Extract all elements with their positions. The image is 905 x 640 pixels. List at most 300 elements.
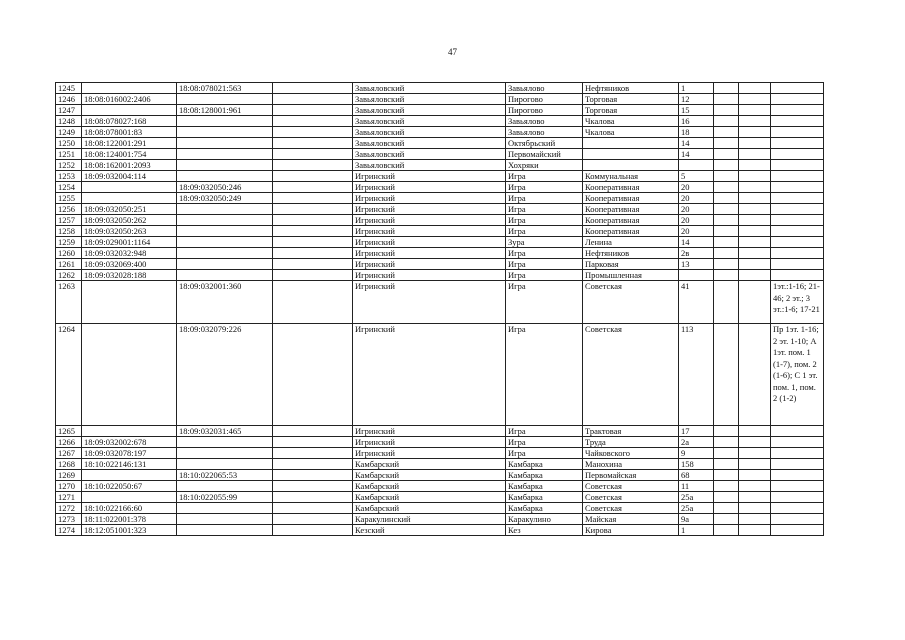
district-cell: Игринский: [353, 426, 506, 437]
house-number-cell: 158: [679, 459, 714, 470]
district-cell: Игринский: [353, 248, 506, 259]
extra-cell: [714, 437, 739, 448]
district-cell: Игринский: [353, 324, 506, 426]
extra-cell: [739, 226, 771, 237]
house-number-cell: 20: [679, 182, 714, 193]
district-cell: Игринский: [353, 215, 506, 226]
premises-cell: [771, 470, 824, 481]
extra-cell: [739, 116, 771, 127]
cadastral-number-alt-cell: [177, 204, 273, 215]
house-number-cell: 1: [679, 525, 714, 536]
blank-cell: [273, 426, 353, 437]
street-cell: Нефтяников: [583, 248, 679, 259]
blank-cell: [273, 193, 353, 204]
cadastral-number-alt-cell: [177, 171, 273, 182]
cadastral-number-alt-cell: [177, 514, 273, 525]
cadastral-number-alt-cell: [177, 459, 273, 470]
extra-cell: [739, 237, 771, 248]
district-cell: Игринский: [353, 204, 506, 215]
blank-cell: [273, 116, 353, 127]
table-row: [56, 259, 824, 270]
cadastral-number-alt-cell: [177, 259, 273, 270]
premises-cell: [771, 182, 824, 193]
cadastral-number-alt-cell: [177, 525, 273, 536]
district-cell: Игринский: [353, 437, 506, 448]
settlement-cell: Игра: [506, 281, 583, 324]
blank-cell: [273, 525, 353, 536]
cadastral-number-cell: [82, 492, 177, 503]
premises-cell: [771, 237, 824, 248]
table-row: [56, 182, 824, 193]
street-cell: Советская: [583, 281, 679, 324]
premises-cell: [771, 160, 824, 171]
premises-cell: [771, 248, 824, 259]
settlement-cell: Камбарка: [506, 481, 583, 492]
cadastral-number-cell: 18:09:029001:1164: [82, 237, 177, 248]
row-number-cell: 1260: [56, 248, 82, 259]
extra-cell: [739, 105, 771, 116]
street-cell: Кооперативная: [583, 226, 679, 237]
extra-cell: [714, 105, 739, 116]
house-number-cell: 5: [679, 171, 714, 182]
table-row: [56, 470, 824, 481]
street-cell: Промышленная: [583, 270, 679, 281]
extra-cell: [714, 149, 739, 160]
extra-cell: [714, 204, 739, 215]
house-number-cell: 113: [679, 324, 714, 426]
house-number-cell: 11: [679, 481, 714, 492]
extra-cell: [739, 138, 771, 149]
premises-cell: [771, 481, 824, 492]
blank-cell: [273, 259, 353, 270]
extra-cell: [714, 138, 739, 149]
house-number-cell: 20: [679, 226, 714, 237]
table-row: [56, 116, 824, 127]
premises-cell: [771, 215, 824, 226]
settlement-cell: Игра: [506, 259, 583, 270]
row-number-cell: 1269: [56, 470, 82, 481]
cadastral-number-cell: 18:09:032050:262: [82, 215, 177, 226]
premises-cell: [771, 437, 824, 448]
table-row: [56, 324, 824, 426]
table-row: [56, 193, 824, 204]
street-cell: Нефтяников: [583, 83, 679, 94]
extra-cell: [714, 226, 739, 237]
table-row: [56, 226, 824, 237]
cadastral-number-alt-cell: 18:08:078021:563: [177, 83, 273, 94]
settlement-cell: Кез: [506, 525, 583, 536]
blank-cell: [273, 459, 353, 470]
house-number-cell: 20: [679, 204, 714, 215]
settlement-cell: Игра: [506, 226, 583, 237]
district-cell: Каракулинский: [353, 514, 506, 525]
street-cell: Чкалова: [583, 127, 679, 138]
street-cell: Манохина: [583, 459, 679, 470]
extra-cell: [739, 94, 771, 105]
row-number-cell: 1274: [56, 525, 82, 536]
table-row: [56, 448, 824, 459]
cadastral-number-alt-cell: [177, 503, 273, 514]
extra-cell: [739, 448, 771, 459]
table-row: [56, 525, 824, 536]
cadastral-number-alt-cell: 18:09:032050:246: [177, 182, 273, 193]
settlement-cell: Игра: [506, 204, 583, 215]
blank-cell: [273, 83, 353, 94]
cadastral-number-cell: 18:12:051001:323: [82, 525, 177, 536]
cadastral-number-alt-cell: 18:10:022055:99: [177, 492, 273, 503]
blank-cell: [273, 248, 353, 259]
extra-cell: [714, 193, 739, 204]
cadastral-number-cell: [82, 324, 177, 426]
settlement-cell: Пирогово: [506, 94, 583, 105]
extra-cell: [739, 470, 771, 481]
house-number-cell: 17: [679, 426, 714, 437]
cadastral-number-cell: [82, 470, 177, 481]
street-cell: Ленина: [583, 237, 679, 248]
street-cell: Трактовая: [583, 426, 679, 437]
registry-rows: [56, 83, 824, 536]
cadastral-number-alt-cell: [177, 248, 273, 259]
extra-cell: [714, 171, 739, 182]
blank-cell: [273, 281, 353, 324]
house-number-cell: 2а: [679, 437, 714, 448]
row-number-cell: 1268: [56, 459, 82, 470]
district-cell: Игринский: [353, 226, 506, 237]
district-cell: Завьяловский: [353, 116, 506, 127]
table-row: [56, 492, 824, 503]
cadastral-number-alt-cell: [177, 237, 273, 248]
blank-cell: [273, 481, 353, 492]
row-number-cell: 1261: [56, 259, 82, 270]
blank-cell: [273, 324, 353, 426]
row-number-cell: 1267: [56, 448, 82, 459]
table-row: [56, 83, 824, 94]
blank-cell: [273, 171, 353, 182]
district-cell: Завьяловский: [353, 149, 506, 160]
district-cell: Кезский: [353, 525, 506, 536]
district-cell: Завьяловский: [353, 160, 506, 171]
extra-cell: [714, 259, 739, 270]
street-cell: Торговая: [583, 105, 679, 116]
house-number-cell: 14: [679, 149, 714, 160]
row-number-cell: 1265: [56, 426, 82, 437]
settlement-cell: Игра: [506, 437, 583, 448]
row-number-cell: 1266: [56, 437, 82, 448]
house-number-cell: 25а: [679, 503, 714, 514]
table-row: [56, 459, 824, 470]
cadastral-number-cell: [82, 426, 177, 437]
premises-cell: [771, 492, 824, 503]
street-cell: Советская: [583, 324, 679, 426]
premises-cell: [771, 83, 824, 94]
cadastral-number-cell: 18:09:032004:114: [82, 171, 177, 182]
row-number-cell: 1263: [56, 281, 82, 324]
district-cell: Игринский: [353, 237, 506, 248]
settlement-cell: Камбарка: [506, 503, 583, 514]
row-number-cell: 1262: [56, 270, 82, 281]
house-number-cell: [679, 270, 714, 281]
settlement-cell: Игра: [506, 182, 583, 193]
extra-cell: [739, 204, 771, 215]
house-number-cell: 25а: [679, 492, 714, 503]
blank-cell: [273, 470, 353, 481]
district-cell: Камбарский: [353, 459, 506, 470]
extra-cell: [739, 426, 771, 437]
cadastral-number-alt-cell: [177, 215, 273, 226]
row-number-cell: 1259: [56, 237, 82, 248]
premises-cell: [771, 226, 824, 237]
extra-cell: [739, 270, 771, 281]
extra-cell: [739, 459, 771, 470]
extra-cell: [714, 116, 739, 127]
cadastral-number-alt-cell: 18:09:032079:226: [177, 324, 273, 426]
table-row: [56, 481, 824, 492]
district-cell: Игринский: [353, 193, 506, 204]
cadastral-number-cell: 18:10:022050:67: [82, 481, 177, 492]
row-number-cell: 1252: [56, 160, 82, 171]
extra-cell: [714, 127, 739, 138]
cadastral-number-cell: 18:09:032069:400: [82, 259, 177, 270]
cadastral-number-alt-cell: 18:09:032031:465: [177, 426, 273, 437]
street-cell: [583, 138, 679, 149]
premises-cell: 1эт.:1-16; 21-46; 2 эт.; 3 эт.:1-6; 17-21: [771, 281, 824, 324]
blank-cell: [273, 160, 353, 171]
extra-cell: [739, 248, 771, 259]
premises-cell: [771, 149, 824, 160]
premises-cell: [771, 94, 824, 105]
street-cell: Кооперативная: [583, 215, 679, 226]
cadastral-number-cell: 18:09:032032:948: [82, 248, 177, 259]
blank-cell: [273, 94, 353, 105]
house-number-cell: 2в: [679, 248, 714, 259]
extra-cell: [714, 281, 739, 324]
cadastral-number-cell: 18:08:016002:2406: [82, 94, 177, 105]
street-cell: Кооперативная: [583, 204, 679, 215]
premises-cell: [771, 138, 824, 149]
cadastral-number-cell: 18:08:162001:2093: [82, 160, 177, 171]
settlement-cell: Игра: [506, 193, 583, 204]
premises-cell: [771, 193, 824, 204]
extra-cell: [714, 182, 739, 193]
blank-cell: [273, 105, 353, 116]
cadastral-number-cell: [82, 193, 177, 204]
premises-cell: [771, 514, 824, 525]
extra-cell: [739, 83, 771, 94]
extra-cell: [714, 270, 739, 281]
settlement-cell: Завьялово: [506, 127, 583, 138]
cadastral-number-cell: [82, 105, 177, 116]
extra-cell: [714, 83, 739, 94]
district-cell: Завьяловский: [353, 83, 506, 94]
premises-cell: [771, 448, 824, 459]
premises-cell: [771, 116, 824, 127]
district-cell: Игринский: [353, 171, 506, 182]
settlement-cell: Пирогово: [506, 105, 583, 116]
settlement-cell: Хохряки: [506, 160, 583, 171]
row-number-cell: 1248: [56, 116, 82, 127]
cadastral-number-alt-cell: [177, 448, 273, 459]
extra-cell: [714, 514, 739, 525]
cadastral-number-cell: 18:09:032028:188: [82, 270, 177, 281]
settlement-cell: Камбарка: [506, 492, 583, 503]
table-row: [56, 160, 824, 171]
cadastral-number-alt-cell: [177, 127, 273, 138]
street-cell: Парковая: [583, 259, 679, 270]
house-number-cell: 14: [679, 138, 714, 149]
extra-cell: [714, 492, 739, 503]
cadastral-number-cell: 18:08:078001:83: [82, 127, 177, 138]
cadastral-number-alt-cell: 18:09:032050:249: [177, 193, 273, 204]
extra-cell: [739, 503, 771, 514]
street-cell: Кооперативная: [583, 193, 679, 204]
street-cell: Советская: [583, 481, 679, 492]
blank-cell: [273, 138, 353, 149]
district-cell: Игринский: [353, 182, 506, 193]
extra-cell: [714, 481, 739, 492]
blank-cell: [273, 448, 353, 459]
blank-cell: [273, 270, 353, 281]
table-row: [56, 215, 824, 226]
cadastral-number-cell: 18:10:022166:60: [82, 503, 177, 514]
row-number-cell: 1245: [56, 83, 82, 94]
cadastral-number-alt-cell: [177, 116, 273, 127]
settlement-cell: Игра: [506, 426, 583, 437]
house-number-cell: 16: [679, 116, 714, 127]
cadastral-number-cell: [82, 83, 177, 94]
street-cell: Чкалова: [583, 116, 679, 127]
extra-cell: [739, 182, 771, 193]
street-cell: [583, 160, 679, 171]
house-number-cell: [679, 160, 714, 171]
extra-cell: [714, 215, 739, 226]
extra-cell: [714, 459, 739, 470]
row-number-cell: 1270: [56, 481, 82, 492]
blank-cell: [273, 182, 353, 193]
premises-cell: [771, 459, 824, 470]
extra-cell: [739, 481, 771, 492]
cadastral-number-alt-cell: [177, 160, 273, 171]
extra-cell: [739, 324, 771, 426]
house-number-cell: 20: [679, 193, 714, 204]
premises-cell: [771, 270, 824, 281]
settlement-cell: Завьялово: [506, 83, 583, 94]
street-cell: [583, 149, 679, 160]
registry-table: [55, 82, 824, 536]
row-number-cell: 1246: [56, 94, 82, 105]
table-row: [56, 281, 824, 324]
settlement-cell: Игра: [506, 248, 583, 259]
street-cell: Чайковского: [583, 448, 679, 459]
house-number-cell: 20: [679, 215, 714, 226]
district-cell: Камбарский: [353, 470, 506, 481]
district-cell: Камбарский: [353, 481, 506, 492]
extra-cell: [739, 492, 771, 503]
extra-cell: [714, 94, 739, 105]
cadastral-number-cell: 18:09:032050:263: [82, 226, 177, 237]
cadastral-number-cell: [82, 182, 177, 193]
settlement-cell: Игра: [506, 215, 583, 226]
row-number-cell: 1272: [56, 503, 82, 514]
street-cell: Советская: [583, 492, 679, 503]
settlement-cell: Октябрьский: [506, 138, 583, 149]
blank-cell: [273, 215, 353, 226]
extra-cell: [739, 437, 771, 448]
blank-cell: [273, 127, 353, 138]
premises-cell: Пр 1эт. 1-16; 2 эт. 1-10; А 1эт. пом. 1 (1-7), пом. 2 (1-6); С 1 эт. пом. 1, пом. 2 (1-2): [771, 324, 824, 426]
blank-cell: [273, 437, 353, 448]
page-number: 47: [448, 47, 457, 57]
cadastral-number-alt-cell: [177, 437, 273, 448]
district-cell: Завьяловский: [353, 138, 506, 149]
extra-cell: [739, 193, 771, 204]
row-number-cell: 1256: [56, 204, 82, 215]
cadastral-number-cell: 18:08:078027:168: [82, 116, 177, 127]
district-cell: Игринский: [353, 281, 506, 324]
house-number-cell: 13: [679, 259, 714, 270]
street-cell: Труда: [583, 437, 679, 448]
cadastral-number-cell: [82, 281, 177, 324]
street-cell: Коммунальная: [583, 171, 679, 182]
house-number-cell: 9а: [679, 514, 714, 525]
settlement-cell: Первомайский: [506, 149, 583, 160]
premises-cell: [771, 127, 824, 138]
house-number-cell: 18: [679, 127, 714, 138]
street-cell: Торговая: [583, 94, 679, 105]
district-cell: Игринский: [353, 270, 506, 281]
table-row: [56, 270, 824, 281]
row-number-cell: 1273: [56, 514, 82, 525]
cadastral-number-alt-cell: 18:10:022065:53: [177, 470, 273, 481]
blank-cell: [273, 492, 353, 503]
extra-cell: [739, 281, 771, 324]
cadastral-number-alt-cell: 18:09:032001:360: [177, 281, 273, 324]
premises-cell: [771, 105, 824, 116]
blank-cell: [273, 237, 353, 248]
cadastral-number-cell: 18:08:122001:291: [82, 138, 177, 149]
cadastral-number-cell: 18:11:022001:378: [82, 514, 177, 525]
row-number-cell: 1250: [56, 138, 82, 149]
house-number-cell: 15: [679, 105, 714, 116]
district-cell: Завьяловский: [353, 127, 506, 138]
cadastral-number-alt-cell: [177, 138, 273, 149]
settlement-cell: Зура: [506, 237, 583, 248]
settlement-cell: Камбарка: [506, 459, 583, 470]
cadastral-number-alt-cell: [177, 149, 273, 160]
row-number-cell: 1253: [56, 171, 82, 182]
table-row: [56, 237, 824, 248]
street-cell: Советская: [583, 503, 679, 514]
street-cell: Кирова: [583, 525, 679, 536]
row-number-cell: 1264: [56, 324, 82, 426]
row-number-cell: 1258: [56, 226, 82, 237]
extra-cell: [714, 470, 739, 481]
street-cell: Первомайская: [583, 470, 679, 481]
premises-cell: [771, 503, 824, 514]
extra-cell: [739, 259, 771, 270]
row-number-cell: 1247: [56, 105, 82, 116]
table-row: [56, 437, 824, 448]
cadastral-number-alt-cell: [177, 481, 273, 492]
settlement-cell: Игра: [506, 448, 583, 459]
table-row: [56, 138, 824, 149]
settlement-cell: Камбарка: [506, 470, 583, 481]
extra-cell: [739, 127, 771, 138]
cadastral-number-alt-cell: [177, 270, 273, 281]
blank-cell: [273, 503, 353, 514]
blank-cell: [273, 149, 353, 160]
table-row: [56, 426, 824, 437]
extra-cell: [714, 324, 739, 426]
